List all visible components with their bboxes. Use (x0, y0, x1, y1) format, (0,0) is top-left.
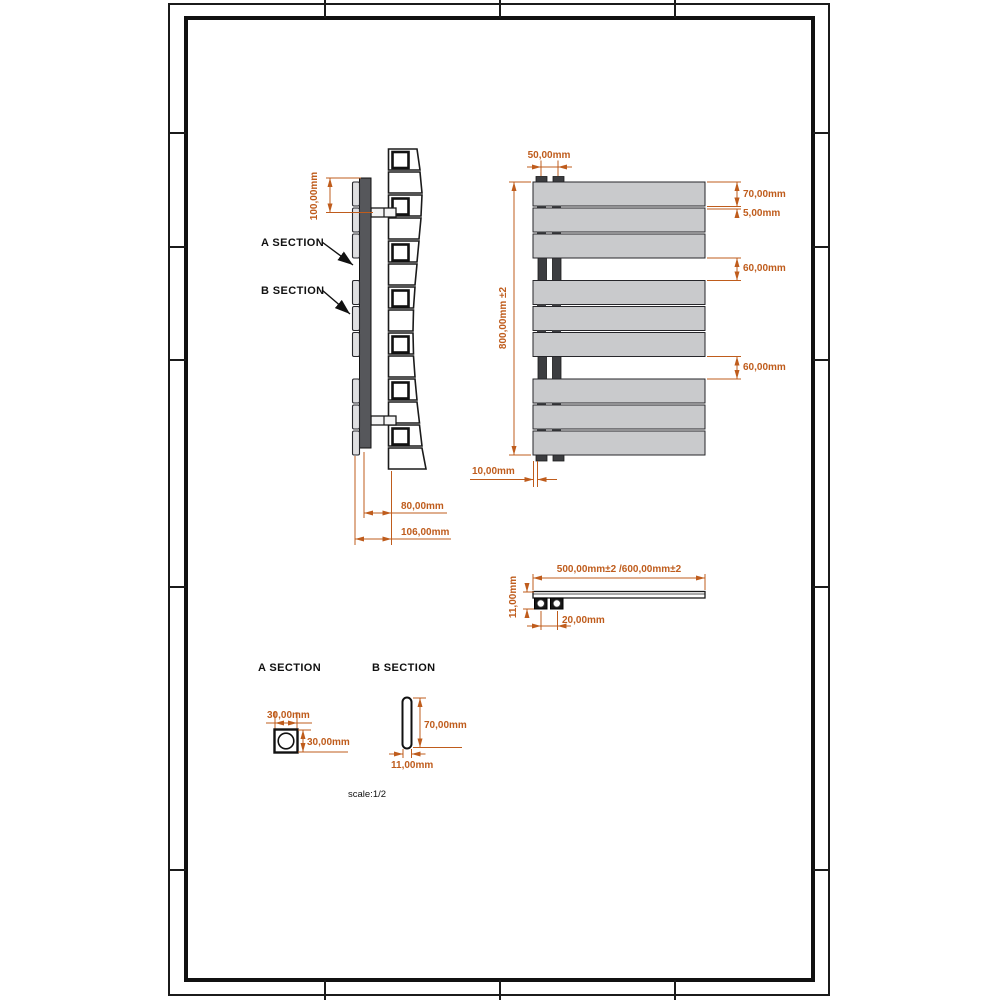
front-view (470, 150, 786, 487)
sheet-frame (169, 0, 830, 1000)
dim-towel-gap-2-label: 60,00mm (743, 362, 786, 373)
callout-b-section: B SECTION (261, 285, 325, 297)
frame-reference-ticks (169, 0, 830, 1000)
dim-panel-height-label: 70,00mm (743, 189, 786, 200)
dim-connector-spacing-label: 20,00mm (562, 615, 605, 626)
dim-towel-gap-1 (707, 258, 786, 281)
dim-depth-total-label: 106,00mm (401, 527, 450, 538)
section-a-dim-width-label: 30,00mm (267, 710, 310, 721)
dim-total-height (498, 182, 531, 455)
frame-outer (169, 4, 829, 995)
dim-towel-gap-2 (707, 357, 786, 380)
dim-thickness-label: 11,00mm (508, 575, 519, 619)
dim-width-label: 500,00mm±2 /600,00mm±2 (556, 564, 682, 575)
dim-total-height-label: 800,00mm ±2 (498, 286, 509, 350)
dim-hanger-spacing (527, 150, 572, 176)
callout-a-section: A SECTION (261, 237, 325, 249)
section-a-dim-height-label: 30,00mm (307, 737, 350, 748)
section-b-dim-width (389, 749, 433, 771)
dim-panel-gap (707, 199, 780, 220)
dim-connector-spacing (527, 611, 605, 630)
dim-towel-gap-1-label: 60,00mm (743, 263, 786, 274)
section-a-detail (258, 662, 350, 753)
callout-b-leader (322, 290, 350, 314)
section-b-dim-height-label: 70,00mm (424, 720, 467, 731)
side-view-panel-edges (353, 182, 360, 455)
section-callouts (261, 237, 353, 314)
dim-hanger-spacing-label: 50,00mm (527, 150, 571, 161)
section-a-title: A SECTION (258, 662, 322, 674)
scale-note: scale:1/2 (348, 789, 387, 800)
dim-thickness (508, 576, 534, 618)
dim-panel-gap-label: 5,00mm (743, 208, 781, 219)
dim-bottom-offset-label: 10,00mm (472, 466, 515, 477)
section-b-title: B SECTION (372, 662, 436, 674)
dim-depth-inner-label: 80,00mm (401, 501, 444, 512)
section-a-dim-width (266, 710, 312, 729)
dim-bottom-offset (470, 461, 557, 487)
frame-inner (186, 18, 813, 980)
callout-a-leader (322, 242, 353, 265)
top-view-connectors (535, 598, 564, 609)
top-view (508, 564, 705, 630)
dim-panel-height (707, 182, 786, 207)
section-b-detail (372, 662, 467, 771)
top-view-panel-bar (533, 592, 705, 599)
section-a-dim-height (298, 730, 350, 752)
section-b-dim-width-label: 11,00mm (391, 760, 434, 771)
section-a-bore (278, 733, 294, 749)
side-view (261, 149, 451, 545)
section-b-dim-height (413, 698, 467, 748)
section-b-blade (403, 698, 412, 749)
dim-bracket-height-label: 100,00mm (309, 171, 320, 221)
front-view-panels (533, 182, 705, 455)
side-view-rail (360, 178, 372, 448)
